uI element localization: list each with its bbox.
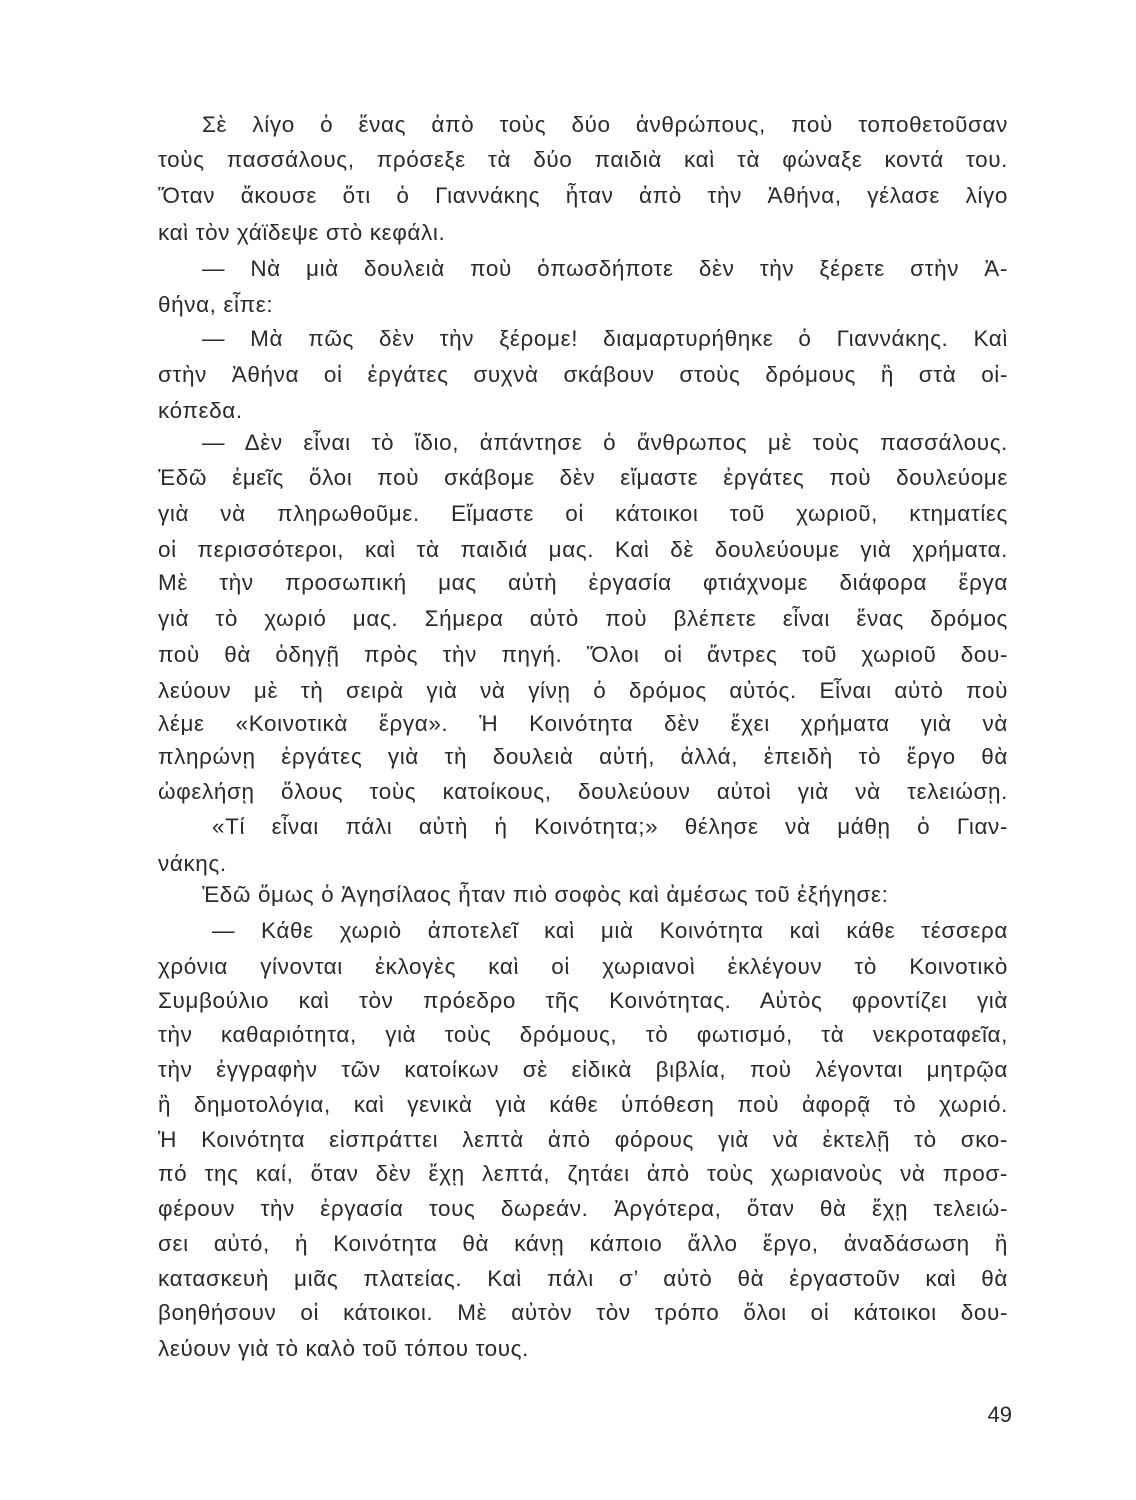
text-line: θήνα, εἶπε: [158, 292, 274, 317]
text-line: «Τί εἶναι πάλι αὐτὴ ἡ Κοινότητα;» θέλησε νὰ μάθῃ ὁ Γιαν- [212, 814, 1008, 839]
text-line: Ἐδῶ ἐμεῖς ὅλοι ποὺ σκάβομε δὲν εἴμαστε ἐργάτες ποὺ δουλεύομε [158, 465, 1008, 490]
text-line: βοηθήσουν οἱ κάτοικοι. Μὲ αὐτὸν τὸν τρόπο ὅλοι οἱ κάτοικοι δου- [158, 1300, 1008, 1325]
text-line: Ἐδῶ ὅμως ὁ Ἀγησίλαος ἦταν πιὸ σοφὸς καὶ ἀμέσως τοῦ ἐξήγησε: [202, 882, 889, 907]
text-line: τὴν καθαριότητα, γιὰ τοὺς δρόμους, τὸ φωτισμό, τὰ νεκροταφεῖα, [158, 1022, 1008, 1047]
text-line: τὴν ἐγγραφὴν τῶν κατοίκων σὲ εἰδικὰ βιβλία, ποὺ λέγονται μητρῷα [158, 1057, 1008, 1082]
text-line: — Νὰ μιὰ δουλειὰ ποὺ ὁπωσδήποτε δὲν τὴν ξέρετε στὴν Ἀ- [202, 256, 1008, 281]
text-line: — Κάθε χωριὸ ἀποτελεῖ καὶ μιὰ Κοινότητα καὶ κάθε τέσσερα [212, 918, 1008, 943]
page-number: 49 [987, 1402, 1012, 1427]
text-line: κατασκευὴ μιᾶς πλατείας. Καὶ πάλι σ’ αὐτὸ θὰ ἐργαστοῦν καὶ θὰ [158, 1266, 1008, 1291]
text-line: λεύουν γιὰ τὸ καλὸ τοῦ τόπου τους. [158, 1336, 529, 1361]
text-line: πό της καί, ὅταν δὲν ἔχῃ λεπτά, ζητάει ἀπὸ τοὺς χωριανοὺς νὰ προσ- [158, 1161, 1008, 1186]
text-line: — Δὲν εἶναι τὸ ἴδιο, ἀπάντησε ὁ ἄνθρωπος μὲ τοὺς πασσάλους. [202, 430, 1008, 455]
text-line: Ἡ Κοινότητα εἰσπράττει λεπτὰ ἀπὸ φόρους γιὰ νὰ ἐκτελῇ τὸ σκο- [158, 1127, 1008, 1152]
text-line: Μὲ τὴν προσωπική μας αὐτὴ ἐργασία φτιάχνομε διάφορα ἔργα [158, 570, 1008, 595]
text-line: καὶ τὸν χάϊδεψε στὸ κεφάλι. [158, 220, 446, 245]
text-line: σει αὐτό, ἡ Κοινότητα θὰ κάνῃ κάποιο ἄλλο ἔργο, ἀναδάσωση ἢ [158, 1231, 1008, 1256]
text-line: φέρουν τὴν ἐργασία τους δωρεάν. Ἀργότερα, ὅταν θὰ ἔχῃ τελειώ- [158, 1196, 1008, 1221]
text-line: ποὺ θὰ ὁδηγῇ πρὸς τὴν πηγή. Ὅλοι οἱ ἄντρες τοῦ χωριοῦ δου- [158, 642, 1008, 667]
text-line: λεύουν μὲ τὴ σειρὰ γιὰ νὰ γίνῃ ὁ δρόμος αὐτός. Εἶναι αὐτὸ ποὺ [158, 678, 1008, 703]
text-line: ὠφελήσῃ ὅλους τοὺς κατοίκους, δουλεύουν αὐτοὶ γιὰ νὰ τελειώσῃ. [158, 779, 1008, 804]
text-line: τοὺς πασσάλους, πρόσεξε τὰ δύο παιδιὰ καὶ τὰ φώναξε κοντά του. [158, 147, 1008, 172]
text-line: γιὰ τὸ χωριό μας. Σήμερα αὐτὸ ποὺ βλέπετε εἶναι ἕνας δρόμος [158, 606, 1008, 631]
text-line: — Μὰ πῶς δὲν τὴν ξέρομε! διαμαρτυρήθηκε ὁ Γιαννάκης. Καὶ [202, 326, 1008, 351]
text-line: γιὰ νὰ πληρωθοῦμε. Εἴμαστε οἱ κάτοικοι τοῦ χωριοῦ, κτηματίες [158, 501, 1008, 526]
text-line: χρόνια γίνονται ἐκλογὲς καὶ οἱ χωριανοὶ ἐκλέγουν τὸ Κοινοτικὸ [158, 954, 1008, 979]
text-line: Σὲ λίγο ὁ ἕνας ἀπὸ τοὺς δύο ἀνθρώπους, ποὺ τοποθετοῦσαν [202, 112, 1008, 137]
text-line: Συμβούλιο καὶ τὸν πρόεδρο τῆς Κοινότητας. Αὐτὸς φροντίζει γιὰ [158, 988, 1008, 1013]
text-line: νάκης. [158, 851, 227, 876]
text-line: Ὅταν ἄκουσε ὅτι ὁ Γιαννάκης ἦταν ἀπὸ τὴν Ἀθήνα, γέλασε λίγο [158, 183, 1008, 208]
text-line: ἢ δημοτολόγια, καὶ γενικὰ γιὰ κάθε ὑπόθεση ποὺ ἀφορᾷ τὸ χωριό. [158, 1092, 1008, 1117]
text-line: οἱ περισσότεροι, καὶ τὰ παιδιά μας. Καὶ δὲ δουλεύουμε γιὰ χρήματα. [158, 537, 1008, 562]
text-line: κόπεδα. [158, 398, 243, 423]
text-line: λέμε «Κοινοτικὰ ἔργα». Ἡ Κοινότητα δὲν ἔχει χρήματα γιὰ νὰ [158, 711, 1008, 736]
text-line: στὴν Ἀθήνα οἱ ἐργάτες συχνὰ σκάβουν στοὺς δρόμους ἢ στὰ οἰ- [158, 362, 1008, 387]
text-line: πληρώνῃ ἐργάτες γιὰ τὴ δουλειὰ αὐτή, ἀλλά, ἐπειδὴ τὸ ἔργο θὰ [158, 744, 1008, 769]
